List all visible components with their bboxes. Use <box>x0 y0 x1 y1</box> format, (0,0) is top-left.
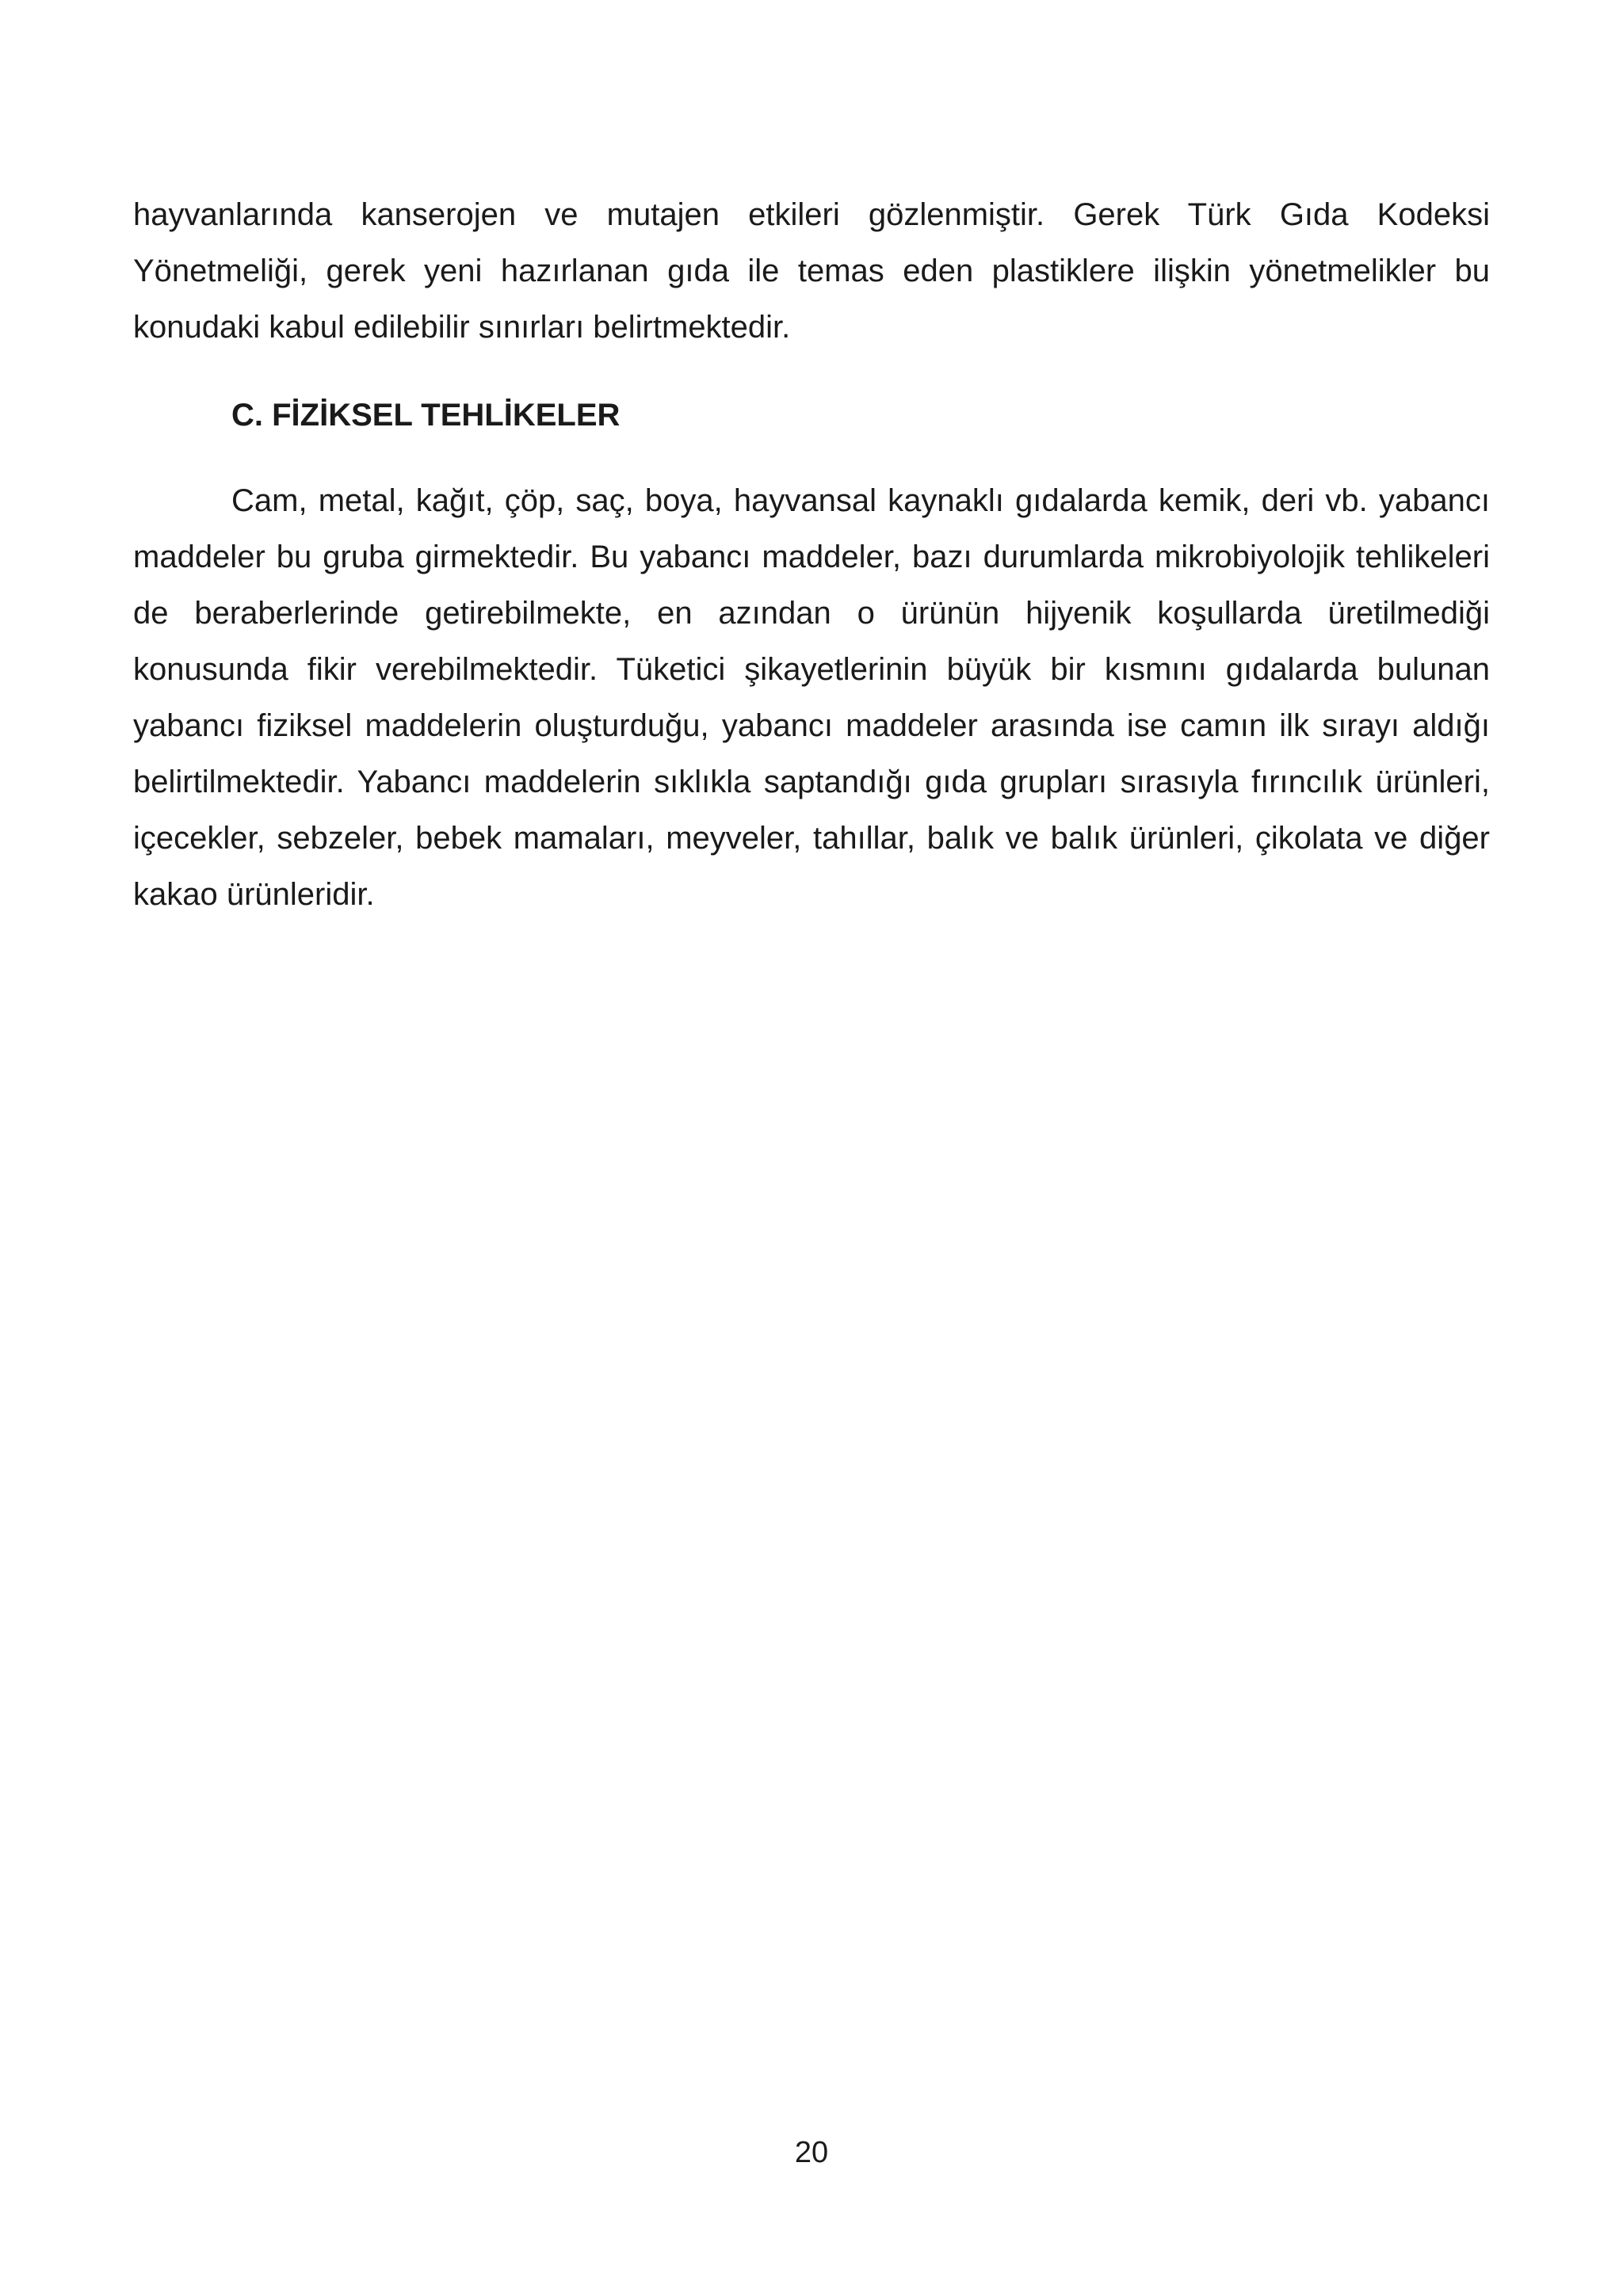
page-number: 20 <box>794 2136 829 2169</box>
section-body-paragraph: Cam, metal, kağıt, çöp, saç, boya, hayvansal kaynaklı gıdalarda kemik, deri vb. yabancı maddeler bu gruba girmektedir. Bu yabancı maddeler, bazı durumlarda mikrobiyolojik tehlikeleri de beraberlerinde getirebilmekte, en azından o ürünün hijyenik koşullarda üretilmediği konusunda fikir verebilmektedir. Tüketici şikayetlerinin büyük bir kısmını gıdalarda bulunan yabancı fiziksel maddelerin oluşturduğu, yabancı maddeler arasında ise camın ilk sırayı aldığı belirtilmektedir. Yabancı maddelerin sıklıkla saptandığı gıda grupları sırasıyla fırıncılık ürünleri, içecekler, sebzeler, bebek mamaları, meyveler, tahıllar, balık ve balık ürünleri, çikolata ve diğer kakao ürünleridir. <box>133 483 1490 912</box>
section-heading: C. FİZİKSEL TEHLİKELER <box>231 398 621 433</box>
page-content <box>133 187 1490 923</box>
intro-paragraph: hayvanlarında kanserojen ve mutajen etkileri gözlenmiştir. Gerek Türk Gıda Kodeksi Yönetmeliği, gerek yeni hazırlanan gıda ile temas eden plastiklere ilişkin yönetmelikler bu konudaki kabul edilebilir sınırları belirtmektedir. <box>133 197 1490 345</box>
